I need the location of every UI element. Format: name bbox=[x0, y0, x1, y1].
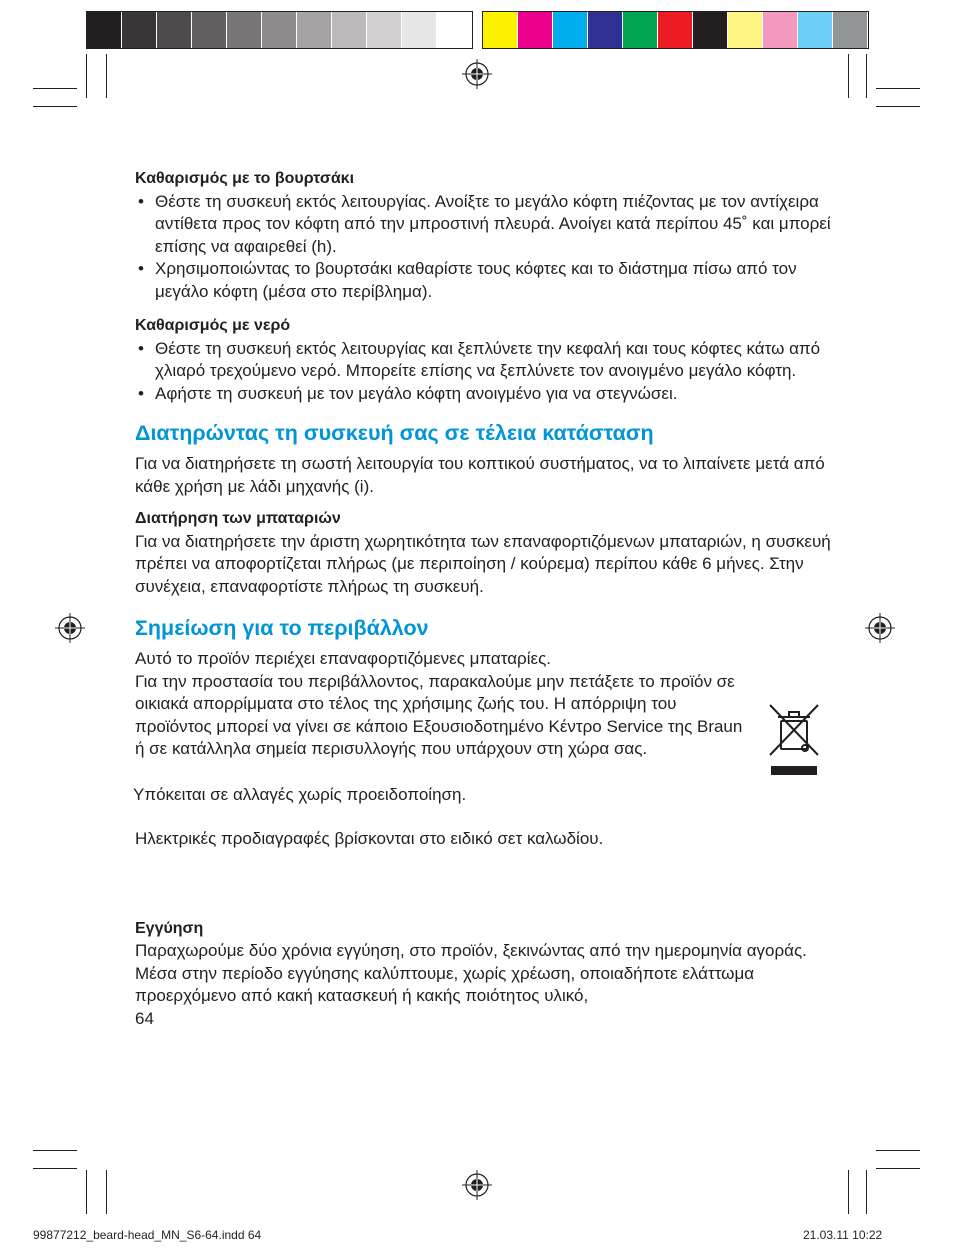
page-content bbox=[135, 168, 835, 1030]
color-swatch bbox=[227, 12, 262, 48]
list-item: • Χρησιμοποιώντας το βουρτσάκι καθαρίστε τους κόφτες και το διάστημα πίσω από τον μεγάλο κόφτη (μέσα στο περίβλημα). bbox=[135, 258, 835, 303]
registration-mark-icon bbox=[55, 613, 85, 643]
list-item: • Θέστε τη συσκευή εκτός λειτουργίας. Ανοίξτε το μεγάλο κόφτη πιέζοντας με τον αντίχειρα αντίθετα προς τον κόφτη από την μπροστινή πλευρά. Ανοίγει κατά περίπου 45˚ και μπορεί επίσης να αφαιρεθεί (h). bbox=[135, 191, 835, 259]
color-swatch bbox=[157, 12, 192, 48]
crop-mark bbox=[86, 1170, 87, 1214]
color-swatch bbox=[122, 12, 157, 48]
color-swatch bbox=[262, 12, 297, 48]
maintenance-text: Για να διατηρήσετε τη σωστή λειτουργία του κοπτικού συστήματος, να το λιπαίνετε μετά από κάθε χρήση με λάδι μηχανής (i). bbox=[135, 454, 825, 496]
brush-cleaning-title: Καθαρισμός με το βουρτσάκι bbox=[135, 170, 355, 187]
crossed-out-wheelie-bin-icon bbox=[768, 703, 820, 777]
color-swatch bbox=[728, 12, 763, 48]
crop-mark bbox=[876, 1168, 920, 1169]
environment-line-1: Αυτό το προϊόν περιέχει επαναφορτιζόμενες μπαταρίες. bbox=[135, 649, 551, 668]
brush-cleaning-list bbox=[135, 191, 835, 304]
change-notice: Υπόκειται σε αλλαγές χωρίς προειδοποίηση. bbox=[133, 784, 467, 804]
crop-mark bbox=[106, 54, 107, 98]
color-swatch bbox=[588, 12, 623, 48]
page-number: 64 bbox=[135, 1008, 154, 1028]
battery-text: Για να διατηρήσετε την άριστη χωρητικότητα των επαναφορτιζόμενων μπαταριών, η συσκευή πρέπει να αποφορτίζεται πλήρως (με περιποίηση / κούρεμα) περίπου κάθε 6 μήνες. Στην συνέχεια, επαναφορτίστε πλήρως τη συσκευή. bbox=[135, 531, 831, 596]
color-swatch bbox=[763, 12, 798, 48]
color-swatch bbox=[192, 12, 227, 48]
color-swatch bbox=[483, 12, 518, 48]
crop-mark bbox=[848, 54, 849, 98]
environment-heading: Σημείωση για το περιβάλλον bbox=[135, 616, 429, 640]
list-item: • Αφήστε τη συσκευή με τον μεγάλο κόφτη ανοιγμένο για να στεγνώσει. bbox=[135, 383, 835, 406]
crop-mark bbox=[866, 54, 867, 98]
crop-mark bbox=[33, 106, 77, 107]
crop-mark bbox=[86, 54, 87, 98]
color-swatch bbox=[332, 12, 367, 48]
crop-mark bbox=[33, 88, 77, 89]
color-swatch bbox=[518, 12, 553, 48]
warranty-title: Εγγύηση bbox=[135, 919, 204, 937]
color-swatch bbox=[693, 12, 728, 48]
crop-mark bbox=[876, 88, 920, 89]
list-item: • Θέστε τη συσκευή εκτός λειτουργίας και ξεπλύνετε την κεφαλή και τους κόφτες κάτω από χλιαρό τρεχούμενο νερό. Μπορείτε επίσης να ξεπλύνετε τον ανοιγμένο μεγάλο κόφτη. bbox=[135, 338, 835, 383]
maintenance-heading: Διατηρώντας τη συσκευή σας σε τέλεια κατάσταση bbox=[135, 421, 654, 445]
registration-mark-icon bbox=[462, 1170, 492, 1200]
warranty-line-1: Παραχωρούμε δύο χρόνια εγγύηση, στο προϊόν, ξεκινώντας από την ημερομηνία αγοράς. bbox=[135, 941, 807, 960]
crop-mark bbox=[33, 1168, 77, 1169]
crop-mark bbox=[33, 1150, 77, 1151]
gray-color-bar bbox=[86, 11, 473, 49]
water-cleaning-title: Καθαρισμός με νερό bbox=[135, 317, 291, 334]
electrical-spec-note: Ηλεκτρικές προδιαγραφές βρίσκονται στο ειδικό σετ καλωδίου. bbox=[135, 829, 604, 848]
color-swatch bbox=[658, 12, 693, 48]
cmyk-color-bar bbox=[482, 11, 869, 49]
color-swatch bbox=[553, 12, 588, 48]
color-swatch bbox=[402, 12, 437, 48]
file-slug: 99877212_beard-head_MN_S6-64.indd 64 bbox=[33, 1228, 262, 1242]
warranty-line-2: Μέσα στην περίοδο εγγύησης καλύπτουμε, χωρίς χρέωση, οποιαδήποτε ελάττωμα προερχόμενο από κακή κατασκευή ή κακής ποιότητος υλικό, bbox=[135, 963, 755, 1005]
date-slug: 21.03.11 10:22 bbox=[803, 1228, 883, 1242]
color-swatch bbox=[833, 12, 868, 48]
color-swatch bbox=[367, 12, 402, 48]
environment-line-2: Για την προστασία του περιβάλλοντος, παρακαλούμε μην πετάξετε το προϊόν σε οικιακά απορρίμματα στο τέλος της χρήσιμης ζωής του. Η απόρριψη του προϊόντος μπορεί να γίνει σε κάποιο Εξουσιοδοτημένο Κέντρο Service της Braun ή σε κατάλληλα σημεία περισυλλογής που υπάρχουν στη χώρα σας. bbox=[135, 671, 743, 758]
environment-block bbox=[135, 648, 745, 761]
crop-mark bbox=[866, 1170, 867, 1214]
crop-mark bbox=[876, 1150, 920, 1151]
color-swatch bbox=[297, 12, 332, 48]
battery-title: Διατήρηση των μπαταριών bbox=[135, 510, 341, 527]
crop-mark bbox=[106, 1170, 107, 1214]
color-swatch bbox=[437, 12, 472, 48]
registration-mark-icon bbox=[462, 59, 492, 89]
color-swatch bbox=[87, 12, 122, 48]
registration-mark-icon bbox=[865, 613, 895, 643]
color-swatch bbox=[798, 12, 833, 48]
water-cleaning-list bbox=[135, 338, 835, 406]
color-swatch bbox=[623, 12, 658, 48]
crop-mark bbox=[876, 106, 920, 107]
crop-mark bbox=[848, 1170, 849, 1214]
